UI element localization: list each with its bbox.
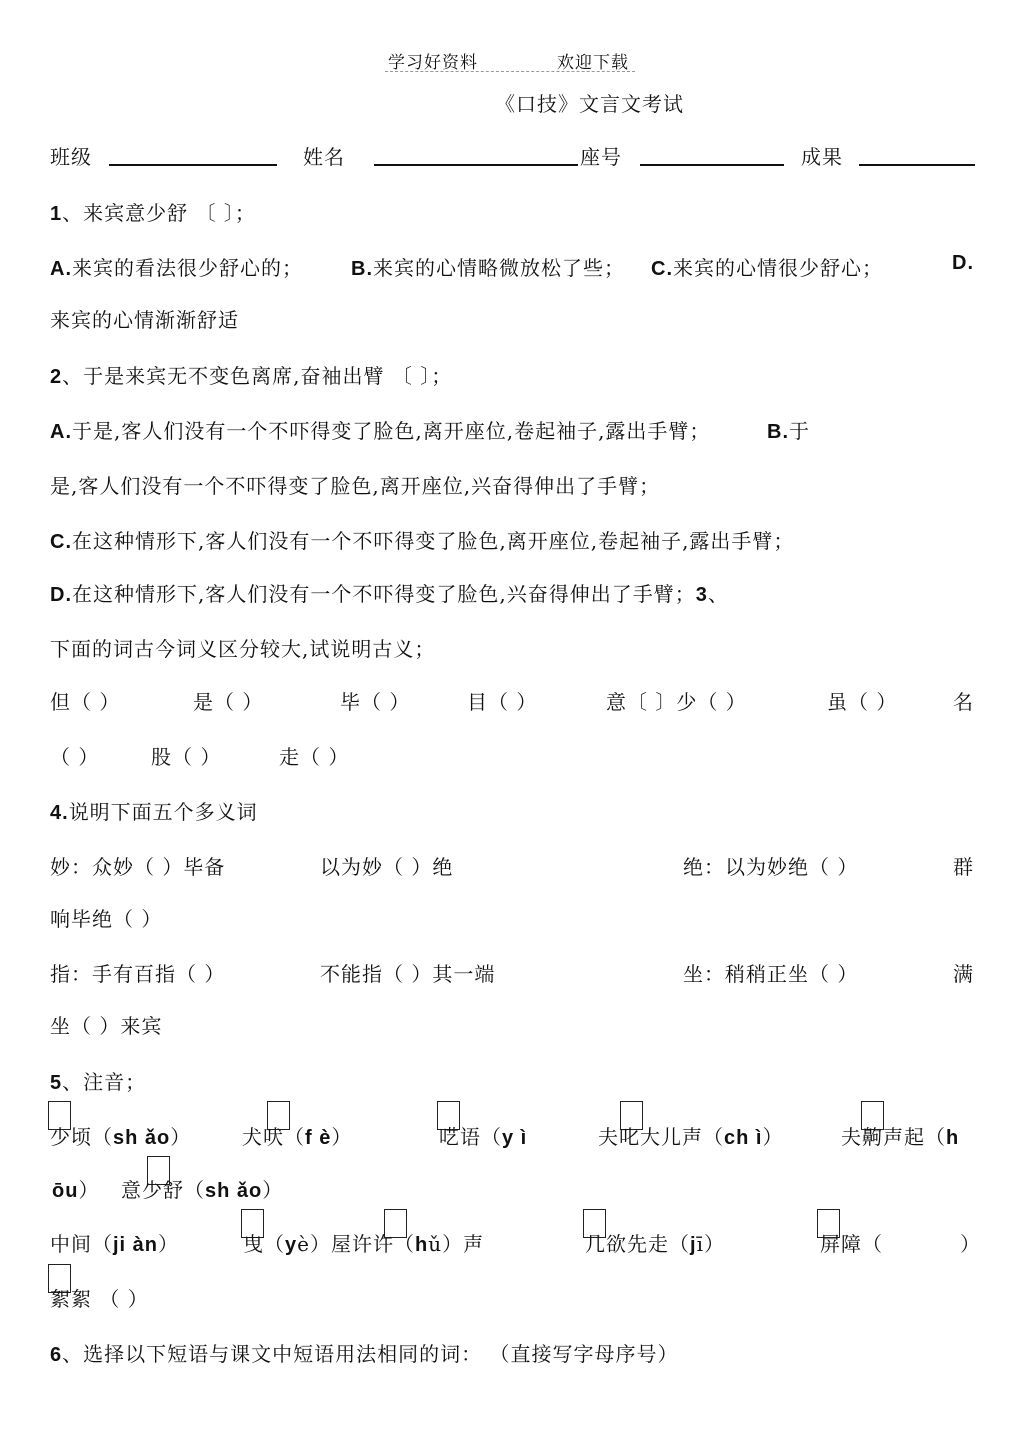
pinyin: h [946,1127,960,1149]
q1-option-d-label[interactable]: D. [952,252,974,274]
q4-zuo2[interactable]: 坐（ ）来宾 [50,1014,163,1038]
q5-item[interactable] [242,1121,352,1150]
q5-item[interactable] [243,1228,484,1257]
q1-number: 1 [50,203,63,225]
option-label: A. [50,258,72,280]
q2-number: 2 [50,366,63,388]
q3-text: 下面的词古今词义区分较大,试说明古义； [50,637,436,661]
q4-jue-tail: 群 [953,855,974,879]
q3-item[interactable]: 虽（ ） [827,690,898,714]
pinyin: sh ǎo [113,1127,171,1149]
q6-question [50,1338,678,1367]
option-label: B. [351,258,373,280]
q5-question [50,1066,146,1095]
q5-item[interactable] [585,1228,725,1257]
word: 夫叱大儿声（ [598,1125,724,1149]
q3-item[interactable]: 但（ ） [50,690,121,714]
option-text-start: 于 [789,419,810,443]
q4-jue[interactable]: 绝：以为妙绝（ ） [683,855,859,879]
q2-option-d[interactable] [50,578,729,607]
pinyin: y [285,1234,298,1256]
q4-zhi[interactable]: 指：手有百指（ ） [50,962,226,986]
q5-item-close: ） [960,1232,981,1256]
word: 意少舒（ [121,1178,205,1202]
q4-zuo[interactable]: 坐：稍稍正坐（ ） [683,962,859,986]
q4-text: 说明下面五个多义词 [68,800,258,824]
q4-number: 4. [50,802,69,824]
q3-item[interactable]: 毕（ ） [340,690,411,714]
q6-text: 、选择以下短语与课文中短语用法相同的词： （直接写字母序号） [62,1342,679,1366]
pinyin: ji àn [113,1234,159,1256]
q4-zuo-tail: 满 [953,962,974,986]
q5-item[interactable] [820,1228,883,1257]
word: ） [158,1232,180,1256]
option-text: 来宾的心情略微放松了些； [373,256,625,280]
word: 屏障（ [820,1232,883,1256]
word: ） [762,1125,784,1149]
q3-item[interactable]: （ ） [50,745,100,769]
name-blank[interactable] [374,164,578,166]
word: 犬吠（ [242,1125,305,1149]
q1-option-c[interactable] [651,252,883,281]
word: 中间（ [50,1232,113,1256]
word: ） [78,1178,100,1202]
q4-question [50,796,258,825]
q2-option-a[interactable] [50,415,710,444]
name-label: 姓名 [303,145,345,169]
option-text: 于是,客人们没有一个不吓得变了脸色,离开座位,卷起袖子,露出手臂； [72,419,711,443]
word: è）屋许许（ [297,1232,415,1256]
q5-item[interactable] [50,1228,179,1257]
word: ） [262,1178,284,1202]
q1-text: 、来宾意少舒 〔 〕； [62,201,256,225]
header-divider [385,71,635,72]
pinyin: ch ì [724,1127,763,1149]
header-left: 学习好资料 [388,53,478,73]
q5-item[interactable] [598,1121,783,1150]
option-label: B. [767,421,789,443]
q5-item[interactable] [52,1174,99,1203]
q2-option-c[interactable] [50,525,794,554]
score-blank[interactable] [859,164,975,166]
q5-item[interactable]: 絮絮 （ ） [50,1287,149,1311]
q3-item[interactable]: 目（ ） [467,690,538,714]
q2-text: 、于是来宾无不变色离席,奋袖出臂 〔 〕； [62,364,453,388]
q4-miao[interactable]: 妙：众妙（ ）毕备 [50,855,226,879]
q3-item[interactable]: 走（ ） [279,745,350,769]
q2-option-b-text: 是,客人们没有一个不吓得变了脸色,离开座位,兴奋得伸出了手臂； [50,474,661,498]
q3-number-tail: 、 [707,582,729,606]
q4-zhi2[interactable]: 不能指（ ）其一端 [320,962,496,986]
q5-item[interactable] [121,1174,283,1203]
q3-item[interactable]: 名 [953,690,974,714]
pinyin: ōu [52,1180,79,1202]
pinyin: f è [305,1127,332,1149]
q5-item[interactable] [841,1121,959,1150]
q1-option-d-text: 来宾的心情渐渐舒适 [50,308,239,332]
word: ī） [696,1232,725,1256]
option-text: 来宾的心情很少舒心； [673,256,883,280]
pinyin: h [414,1234,429,1256]
word: 少顷（ [50,1125,113,1149]
word: 曳（ [243,1232,285,1256]
pinyin: sh ǎo [205,1180,263,1202]
q2-option-b-label[interactable] [767,415,810,444]
header-right: 欢迎下载 [557,53,629,73]
q3-item[interactable]: 意〔 〕少（ ） [606,690,747,714]
option-label: C. [651,258,673,280]
seat-blank[interactable] [640,164,784,166]
q3-item[interactable]: 股（ ） [151,745,222,769]
word: ） [170,1125,192,1149]
score-label: 成果 [801,145,843,169]
q3-item[interactable]: 是（ ） [193,690,264,714]
pinyin: j [690,1234,697,1256]
page-title: 《口技》文言文考试 [495,92,684,116]
q4-miao2[interactable]: 以为妙（ ）绝 [320,855,454,879]
q1-option-b[interactable] [351,252,625,281]
q1-question [50,197,256,226]
q3-number: 3 [695,584,708,606]
word: 呓语（ [439,1125,502,1149]
q5-item[interactable] [50,1121,191,1150]
q5-number: 5 [50,1072,63,1094]
option-label: A. [50,421,72,443]
option-label: C. [50,531,72,553]
q6-number: 6 [50,1344,63,1366]
word: 夫齁声起（ [841,1125,946,1149]
word: 几欲先走（ [585,1232,690,1256]
option-text: 在这种情形下,客人们没有一个不吓得变了脸色,兴奋得伸出了手臂； [72,582,696,606]
q5-text: 、注音； [62,1070,147,1094]
q5-item[interactable] [439,1121,527,1150]
option-label: D. [50,584,72,606]
option-text: 在这种情形下,客人们没有一个不吓得变了脸色,离开座位,卷起袖子,露出手臂； [72,529,795,553]
word: ǔ）声 [428,1232,485,1256]
class-blank[interactable] [109,164,277,166]
pinyin: y ì [502,1127,528,1149]
q2-question [50,360,452,389]
option-text: 来宾的看法很少舒心的； [72,256,303,280]
class-label: 班级 [50,145,92,169]
q4-jue2[interactable]: 响毕绝（ ） [50,907,163,931]
seat-label: 座号 [580,145,622,169]
q1-option-a[interactable] [50,252,303,281]
word: ） [331,1125,353,1149]
